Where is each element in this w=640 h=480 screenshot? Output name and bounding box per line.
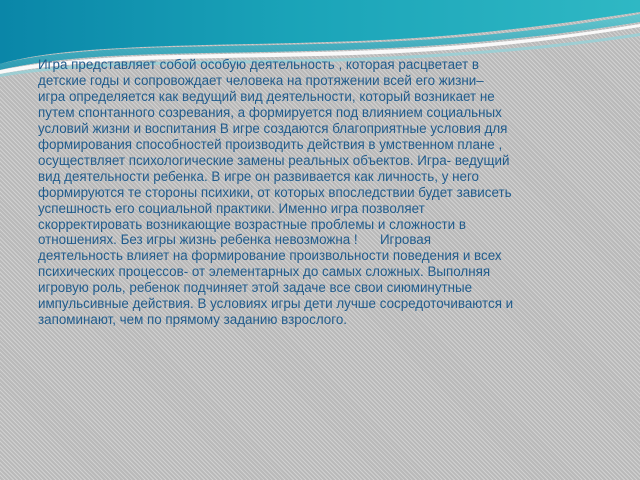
body-text — [38, 57, 608, 328]
text-line: условий жизни и воспитания В игре создаются благоприятные условия для — [38, 120, 508, 136]
text-line: вид деятельности ребенка. В игре он развивается как личность, у него — [38, 168, 479, 184]
text-line: игра определяется как ведущий вид деятельности, который возникает не — [38, 88, 495, 104]
text-line: формирования способностей производить действия в умственном плане , — [38, 136, 503, 152]
text-line: деятельность влияет на формирование произвольности поведения и всех — [38, 248, 502, 264]
text-line: успешность его социальной практики. Именно игра позволяет — [38, 200, 425, 216]
text-line: скорректировать возникающие возрастные проблемы и сложности в — [38, 216, 466, 232]
text-line: формируются те стороны психики, от которых впоследствии будет зависеть — [38, 184, 512, 200]
text-line: запоминают, чем по прямому заданию взрослого. — [38, 312, 347, 328]
text-line: детские годы и сопровождает человека на протяжении всей его жизни– — [38, 72, 484, 88]
text-line: отношениях. Без игры жизнь ребенка невозможна ! Игровая — [38, 232, 432, 248]
text-line: Игра представляет собой особую деятельность , которая расцветает в — [38, 57, 479, 72]
text-line: психических процессов- от элементарных до самых сложных. Выполняя — [38, 264, 491, 280]
text-line: путем спонтанного созревания, а формируется под влиянием социальных — [38, 104, 502, 120]
text-line: игровую роль, ребенок подчиняет этой задаче все свои сиюминутные — [38, 280, 473, 296]
text-line: осуществляет психологические замены реальных объектов. Игра- ведущий — [38, 152, 510, 168]
text-line: импульсивные действия. В условиях игры дети лучше сосредоточиваются и — [38, 296, 514, 312]
